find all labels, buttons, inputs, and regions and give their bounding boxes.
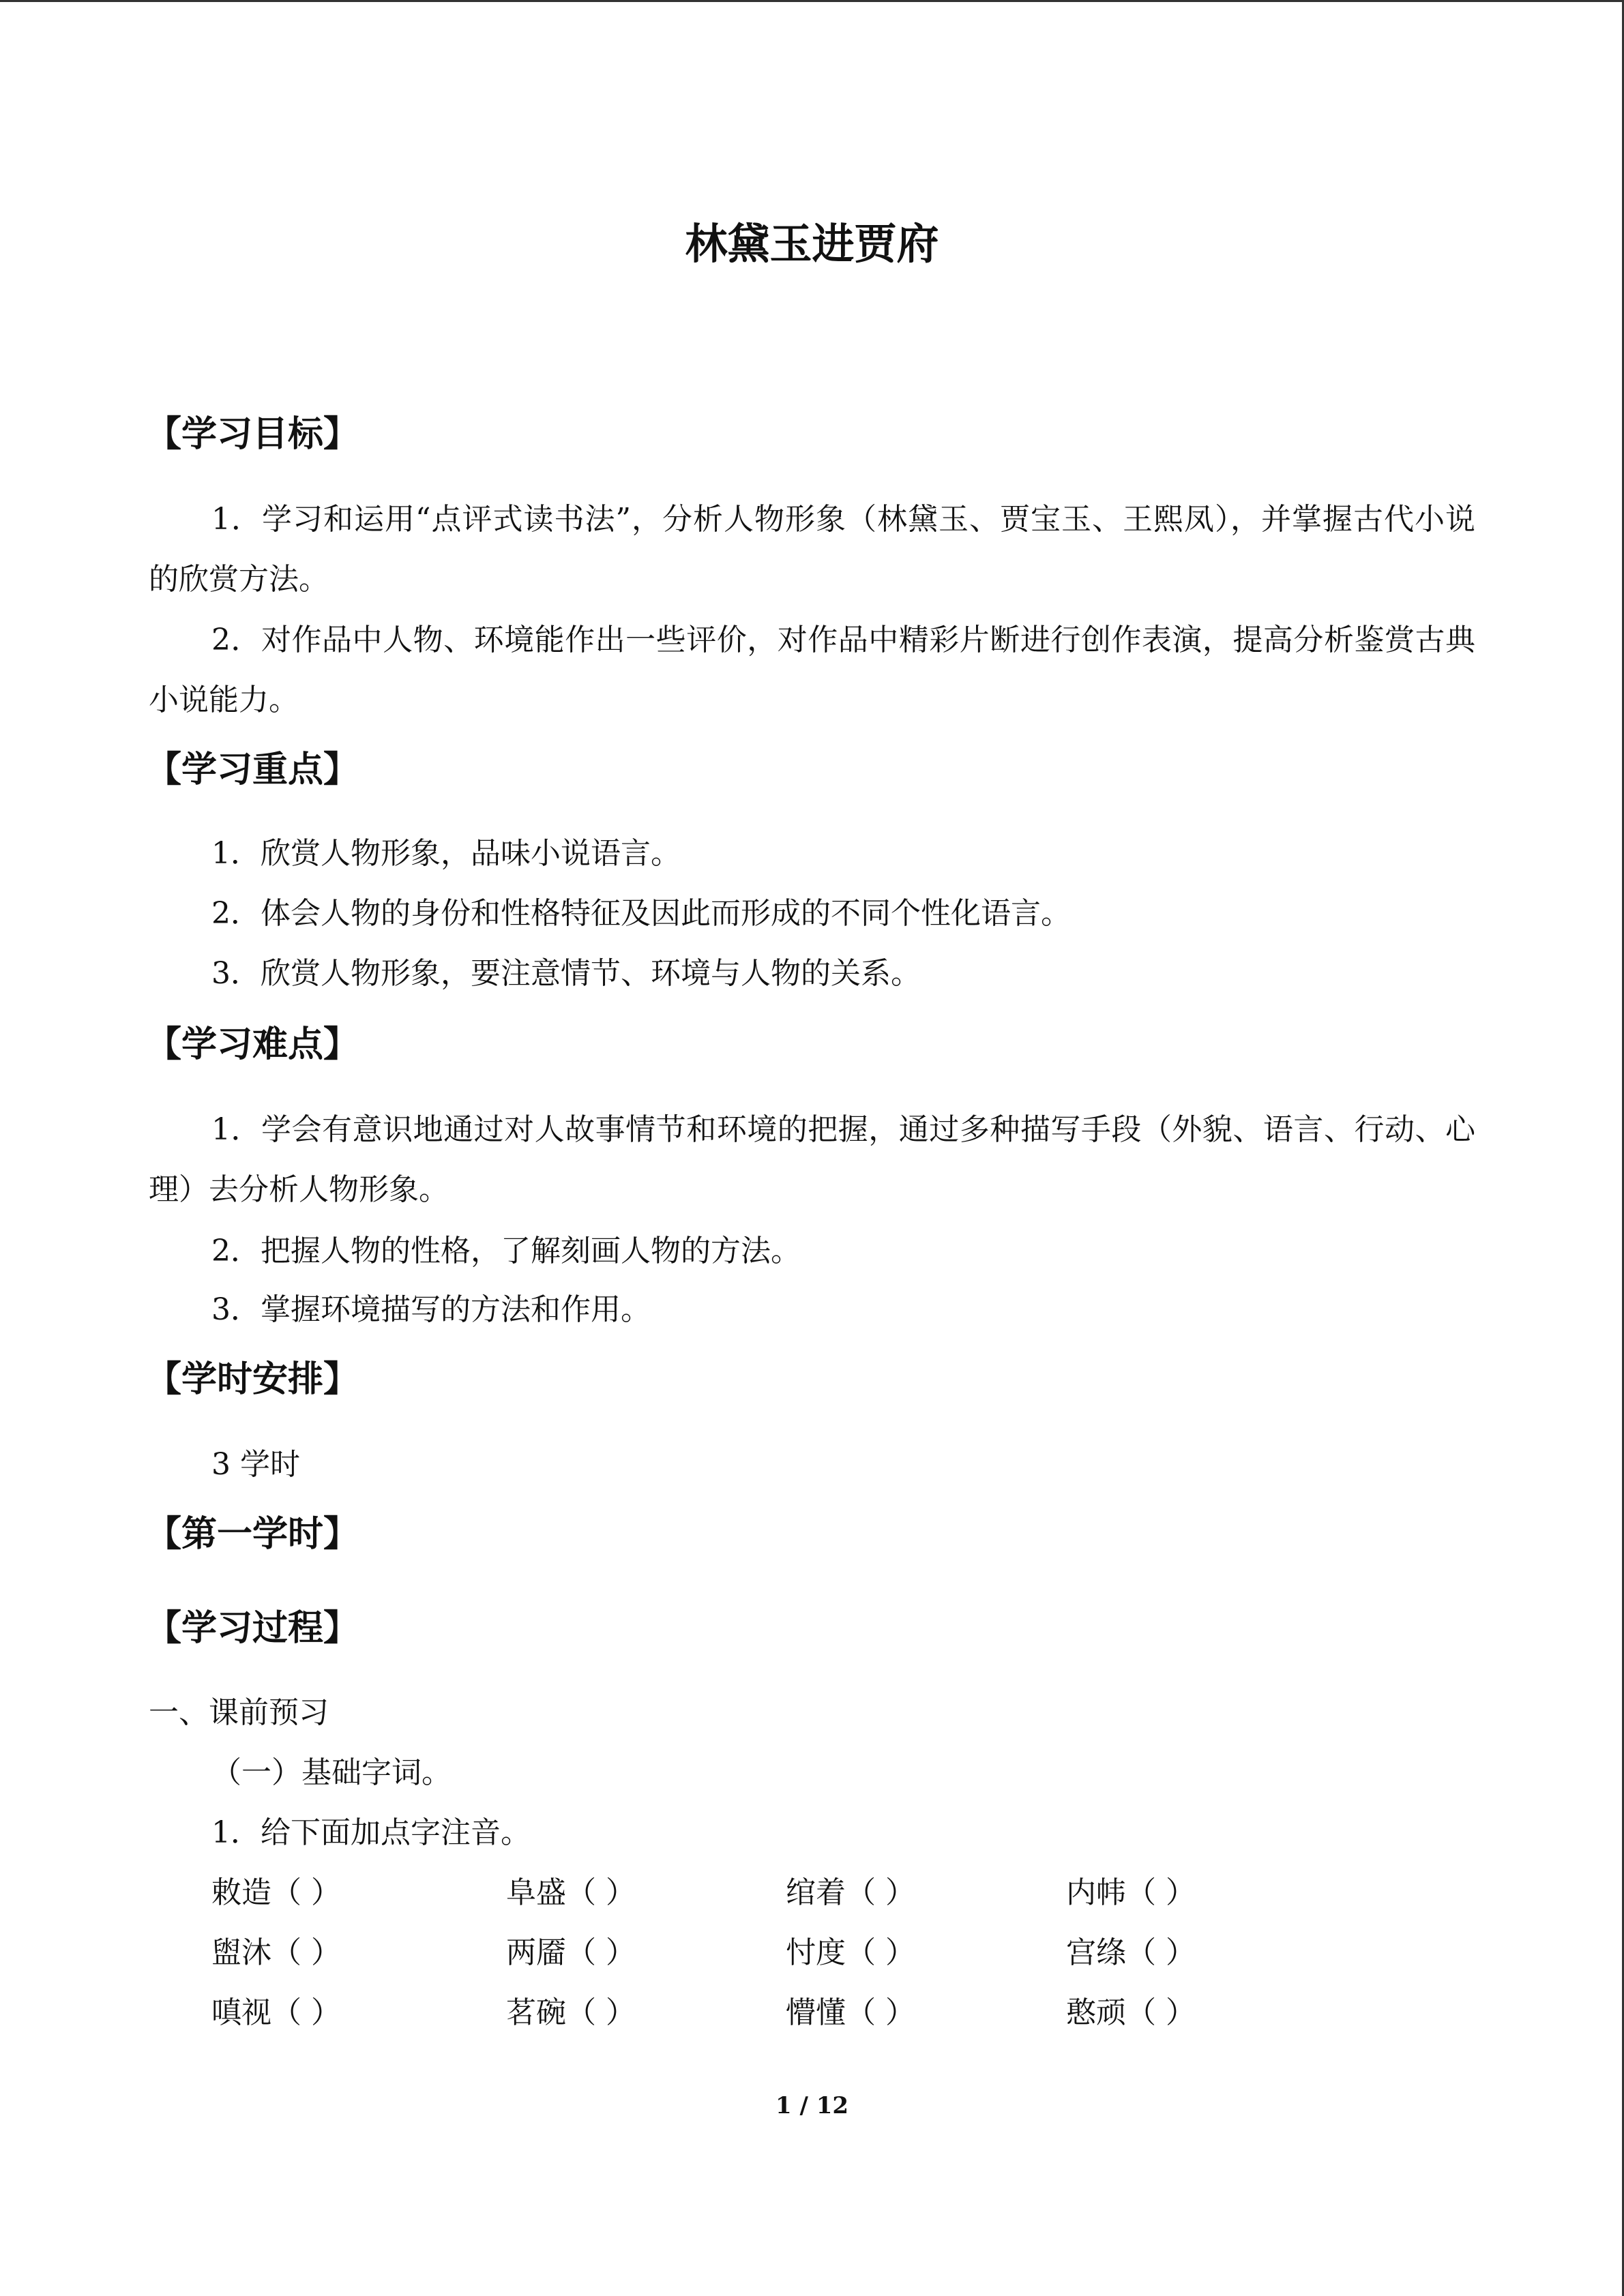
- word-item: 内帏（ ）: [1066, 1875, 1196, 1910]
- section-heading-first-period: 【第一学时】: [146, 1514, 359, 1555]
- document-title: 林黛玉进贾府: [685, 219, 939, 269]
- section-heading-key-points: 【学习重点】: [146, 749, 359, 790]
- word-item: 宫绦（ ）: [1066, 1935, 1196, 1970]
- section-heading-schedule: 【学时安排】: [146, 1359, 359, 1400]
- goal-item-1: 1．学习和运用“点评式读书法”，分析人物形象（林黛玉、贾宝玉、王熙凤），并掌握古代小说的欣赏方法。: [149, 502, 1475, 597]
- key-point-item-2: 2．体会人物的身份和性格特征及因此而形成的不同个性化语言。: [211, 896, 1071, 931]
- difficulty-item-2: 2．把握人物的性格，了解刻画人物的方法。: [211, 1234, 801, 1268]
- word-item: 阜盛（ ）: [506, 1875, 636, 1910]
- word-item: 两靥（ ）: [506, 1935, 636, 1970]
- word-item: 绾着（ ）: [786, 1875, 915, 1910]
- word-item: 敕造（ ）: [211, 1875, 341, 1910]
- key-point-item-1: 1．欣赏人物形象，品味小说语言。: [211, 836, 681, 871]
- process-subsection-1: （一）基础字词。: [211, 1755, 452, 1790]
- process-task-1: 1．给下面加点字注音。: [211, 1815, 531, 1850]
- word-item: 茗碗（ ）: [506, 1995, 636, 2030]
- goal-item-2: 2．对作品中人物、环境能作出一些评价，对作品中精彩片断进行创作表演，提高分析鉴赏古典小说能力。: [149, 623, 1475, 717]
- word-item: 嗔视（ ）: [211, 1995, 341, 2030]
- page-top-border: [0, 0, 1624, 2]
- schedule-text: 3 学时: [211, 1447, 300, 1482]
- word-item: 憨顽（ ）: [1066, 1995, 1196, 2030]
- word-item: 盥沐（ ）: [211, 1935, 341, 1970]
- key-point-item-3: 3．欣赏人物形象，要注意情节、环境与人物的关系。: [211, 956, 921, 991]
- section-heading-goals: 【学习目标】: [146, 414, 359, 455]
- process-part-1: 一、课前预习: [149, 1695, 329, 1730]
- word-item: 懵懂（ ）: [786, 1995, 915, 2030]
- difficulty-item-3: 3．掌握环境描写的方法和作用。: [211, 1292, 651, 1327]
- section-heading-process: 【学习过程】: [146, 1608, 359, 1649]
- section-heading-difficulties: 【学习难点】: [146, 1024, 359, 1065]
- page-number: 1 / 12: [775, 2092, 849, 2119]
- difficulty-item-1: 1．学会有意识地通过对人故事情节和环境的把握，通过多种描写手段（外貌、语言、行动、心理）去分析人物形象。: [149, 1112, 1475, 1207]
- word-item: 忖度（ ）: [786, 1935, 915, 1970]
